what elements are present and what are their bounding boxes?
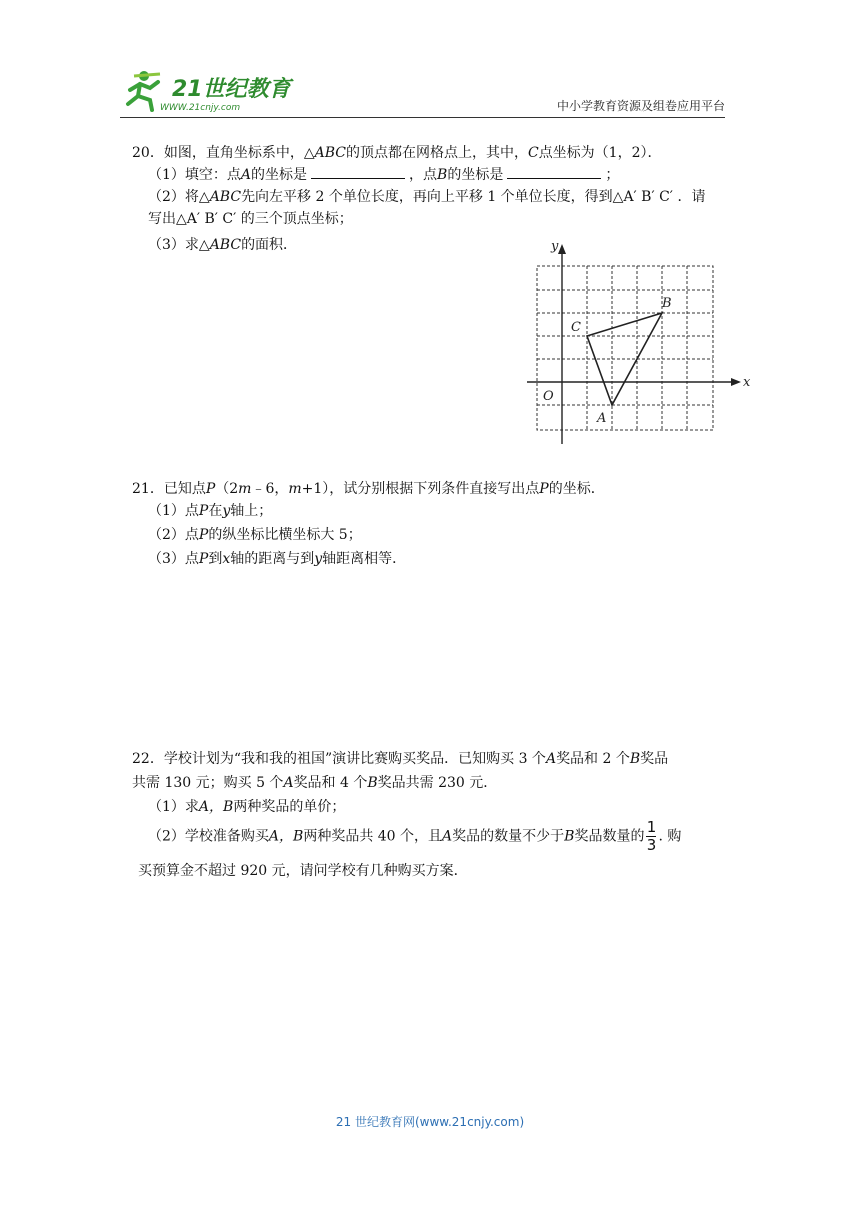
- point-label-a: A: [597, 411, 607, 426]
- axes: [527, 244, 741, 444]
- page-footer: 21 世纪教育网(www.21cnjy.com): [335, 1115, 525, 1129]
- logo-main-text: 21世纪教育: [172, 77, 291, 102]
- q22-part1: （1）求A，B两种奖品的单价；: [148, 799, 346, 815]
- point-label-c: C: [571, 320, 581, 335]
- q22-part2: （2）学校准备购买A，B两种奖品共 40 个，且A奖品的数量不少于B奖品数量的 $\frac{1}{3}$ . 购: [148, 818, 682, 854]
- q20-part2: （2）将△ABC先向左平移 2 个单位长度，再向上平移 1 个单位长度，得到△A′ B′ C′ ．请: [148, 189, 706, 205]
- y-axis-label: y: [551, 239, 559, 254]
- q21-part3: （3）点P到x轴的距离与到y轴距离相等．: [148, 551, 407, 567]
- point-label-b: B: [662, 296, 672, 311]
- grid-lines: [537, 266, 713, 430]
- q22-stem-line1: 22．学校计划为“我和我的祖国”演讲比赛购买奖品．已知购买 3 个A奖品和 2 个B奖品: [132, 751, 669, 767]
- x-axis-label: x: [743, 375, 751, 390]
- fraction-one-third: $\frac{1}{3}$: [646, 818, 657, 854]
- origin-label: O: [543, 389, 554, 404]
- logo-sub-text: WWW.21cnjy.com: [160, 103, 241, 113]
- platform-name: 中小学教育资源及组卷应用平台: [556, 99, 725, 113]
- q21-part1: （1）点P在y轴上；: [148, 503, 273, 519]
- page-header: [120, 66, 725, 118]
- answer-blank-b[interactable]: [507, 166, 601, 179]
- q21-stem: 21．已知点P（2m﹣6，m+1），试分别根据下列条件直接写出点P的坐标．: [132, 481, 605, 497]
- q22-stem-line2: 共需 130 元；购买 5 个A奖品和 4 个B奖品共需 230 元．: [132, 775, 498, 791]
- q20-part2-cont: 写出△A′ B′ C′ 的三个顶点坐标；: [148, 211, 353, 227]
- q21-part2: （2）点P的纵坐标比横坐标大 5；: [148, 527, 362, 543]
- q20-part1: （1）填空：点A的坐标是 ，点B的坐标是 ；: [148, 167, 620, 183]
- header-divider: [120, 117, 725, 118]
- q20-stem: 20．如图，直角坐标系中，△ABC的顶点都在网格点上，其中，C点坐标为（1，2）．: [132, 145, 662, 161]
- q22-part2-cont: 买预算金不超过 920 元，请问学校有几种购买方案．: [138, 863, 468, 879]
- coordinate-grid: [523, 234, 755, 444]
- answer-blank-a[interactable]: [311, 166, 405, 179]
- q20-part3: （3）求△ABC的面积．: [148, 237, 298, 253]
- logo: [120, 66, 300, 116]
- runner-icon: [128, 71, 160, 110]
